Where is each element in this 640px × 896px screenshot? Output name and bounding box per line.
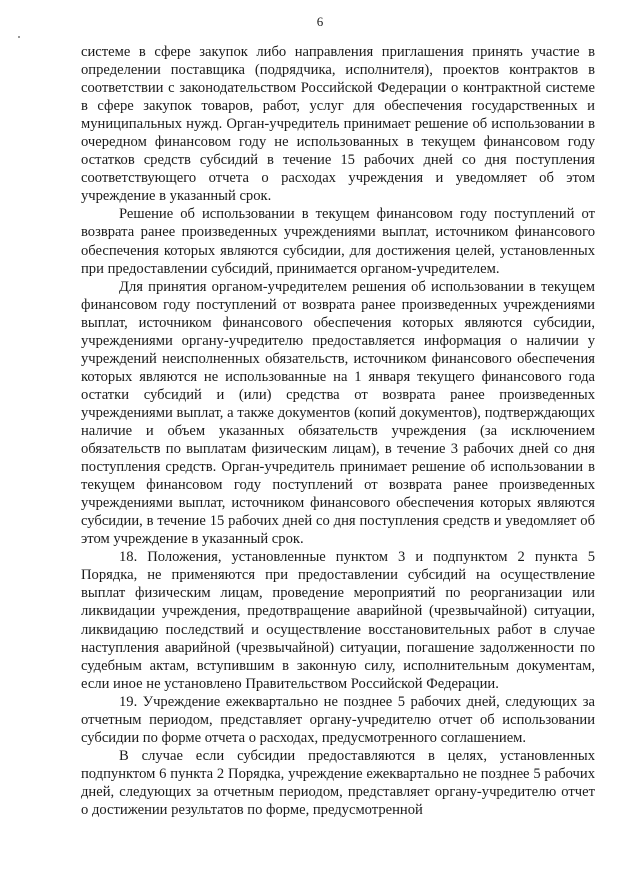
paragraph-4: 18. Положения, установленные пунктом 3 и подпунктом 2 пункта 5 Порядка, не применяются при предоставлении субсидий на осуществление выплат физическим лицам, проведение мероприятий по реорганизации или ликвидации учреждения, предотвращение аварийной (чрезвычайной) ситуации, ликвидацию последствий и осуществление восстановительных работ в случае наступления аварийной (чрезвычайной) ситуации, погашение задолженности по судебным актам, вступившим в законную силу, исполнительным документам, если иное не установлено Правительством Российской Федерации. (81, 549, 595, 692)
page-number: 6 (316, 14, 324, 29)
paragraph-2: Решение об использовании в текущем финансовом году поступлений от возврата ранее произведенных учреждениями выплат, источником финансового обеспечения которых являются субсидии, для достижения целей, установленных при предоставлении субсидий, принимается органом-учредителем. (81, 206, 595, 277)
paragraph-3: Для принятия органом-учредителем решения об использовании в текущем финансовом году поступлений от возврата ранее произведенных учреждениями выплат, источником финансового обеспечения которых являются субсидии, учреждениями органу-учредителю предоставляется информация о наличии у учреждений неисполненных обязательств, источником финансового обеспечения которых являются не использованные на 1 января текущего финансового года остатки субсидий и (или) средства от возврата ранее произведенных учреждениями выплат, а также документов (копий документов), подтверждающих наличие и объем указанных обязательств учреждения (за исключением обязательств по выплатам физическим лицам), в течение 3 рабочих дней со дня поступления средств. Орган-учредитель принимает решение об использовании в текущем финансовом году поступлений от возврата ранее произведенных учреждениями выплат, источником финансового обеспечения которых являются субсидии, в течение 15 рабочих дней со дня поступления средств и уведомляет об этом учреждение в указанный срок. (81, 278, 595, 548)
document-body (81, 43, 595, 819)
paragraph-6: В случае если субсидии предоставляются в целях, установленных подпунктом 6 пункта 2 Порядка, учреждение ежеквартально не позднее 5 рабочих дней, следующих за отчетным периодом, представляет органу-учредителю отчет о достижении результатов по форме, предусмотренной (81, 747, 595, 818)
paragraph-5: 19. Учреждение ежеквартально не позднее 5 рабочих дней, следующих за отчетным периодом, представляет органу-учредителю отчет об использовании субсидии по форме отчета о расходах, предусмотренного соглашением. (81, 693, 595, 746)
scan-artifact-dot (18, 36, 20, 38)
paragraph-1: системе в сфере закупок либо направления приглашения принять участие в определении поставщика (подрядчика, исполнителя), проектов контрактов в соответствии с законодательством Российской Федерации о контрактной системе в сфере закупок товаров, работ, услуг для обеспечения государственных и муниципальных нужд. Орган-учредитель принимает решение об использовании в очередном финансовом году не использованных в текущем финансовом году остатков средств субсидий в течение 15 рабочих дней со дня поступления соответствующего отчета о расходах учреждения и уведомляет об этом учреждение в указанный срок. (81, 44, 595, 205)
